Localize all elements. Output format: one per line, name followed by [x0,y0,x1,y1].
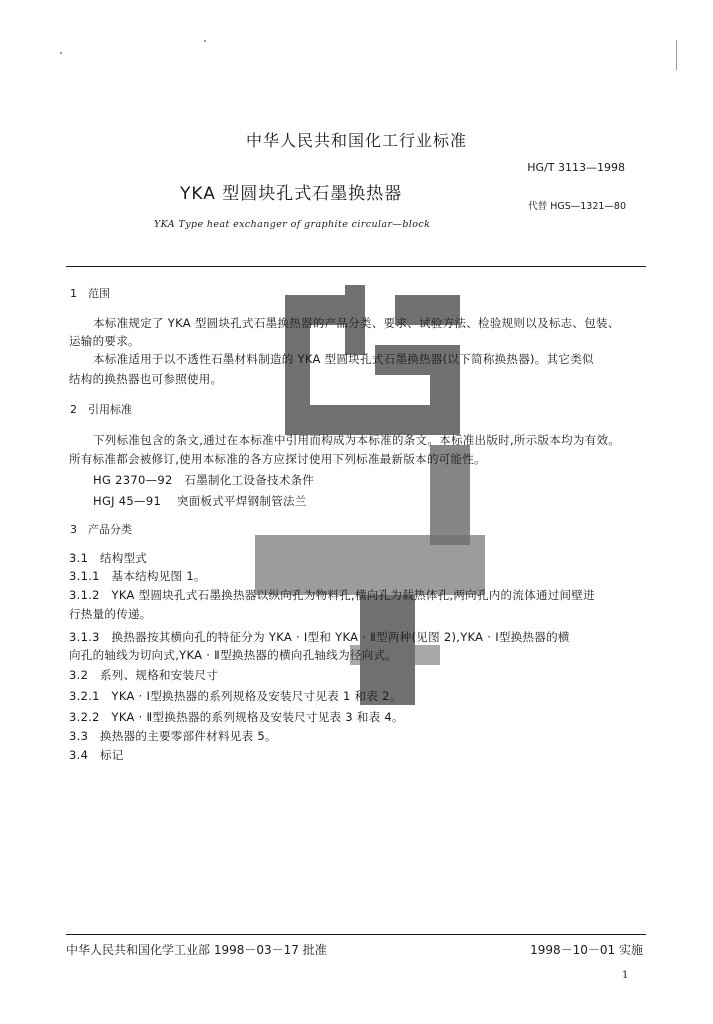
approval-statement: 中华人民共和国化学工业部 1998－03－17 批准 [66,943,327,957]
clause-text: 向孔的轴线为切向式,YKA · Ⅱ型换热器的横向孔轴线为径向式。 [69,648,398,662]
header-divider [66,266,646,267]
effective-date: 1998－10－01 实施 [530,943,643,957]
scan-speck [676,40,677,70]
standard-number: HG/T 3113—1998 [527,161,625,174]
document-title-zh: YKA 型圆块孔式石墨换热器 [180,184,403,204]
clause-text: 3.1.3 换热器按其横向孔的特征分为 YKA · Ⅰ型和 YKA · Ⅱ型两种(见图 2),YKA · Ⅰ型换热器的横 [69,630,570,644]
clause-text: 3.2.1 YKA · Ⅰ型换热器的系列规格及安装尺寸见表 1 和表 2。 [69,689,402,703]
reference-standard: HG 2370—92 石墨制化工设备技术条件 [93,473,315,487]
reference-standard: HGJ 45—91 突面板式平焊钢制管法兰 [93,494,307,508]
paragraph-text: 本标准适用于以不透性石墨材料制造的 YKA 型圆块孔式石墨换热器(以下简称换热器)。其它类似 [93,352,594,366]
replaces-standard: 代替 HGS—1321—80 [528,201,626,212]
scan-speck [60,52,62,54]
clause-text: 3.3 换热器的主要零部件材料见表 5。 [69,729,277,743]
section-2-heading: 2 引用标准 [70,403,132,416]
paragraph-text: 运输的要求。 [69,334,140,348]
clause-text: 3.1.1 基本结构见图 1。 [69,569,206,583]
scan-speck [204,40,206,42]
clause-text: 3.2.2 YKA · Ⅱ型换热器的系列规格及安装尺寸见表 3 和表 4。 [69,710,404,724]
paragraph-text: 结构的换热器也可参照使用。 [69,372,223,386]
paragraph-text: 下列标准包含的条文,通过在本标准中引用而构成为本标准的条文。本标准出版时,所示版本均为有效。 [93,433,621,447]
clause-text: 3.1.2 YKA 型圆块孔式石墨换热器以纵向孔为物料孔,横向孔为载热体孔,两向孔内的流体通过间壁进 [69,588,595,602]
section-3-heading: 3 产品分类 [70,523,132,536]
clause-text: 3.4 标记 [69,748,124,762]
clause-text: 行热量的传递。 [69,607,152,621]
paragraph-text: 本标准规定了 YKA 型圆块孔式石墨换热器的产品分类、要求、试验方法、检验规则以及标志、包装、 [93,316,620,330]
footer-divider [66,934,646,935]
clause-text: 3.1 结构型式 [69,551,148,565]
issuing-organization: 中华人民共和国化工行业标准 [245,131,467,150]
clause-text: 3.2 系列、规格和安装尺寸 [69,668,218,682]
section-1-heading: 1 范围 [70,287,110,300]
paragraph-text: 所有标准都会被修订,使用本标准的各方应探讨使用下列标准最新版本的可能性。 [69,452,486,466]
document-title-en: YKA Type heat exchanger of graphite circular—block [154,219,431,230]
page-number: 1 [622,970,629,981]
